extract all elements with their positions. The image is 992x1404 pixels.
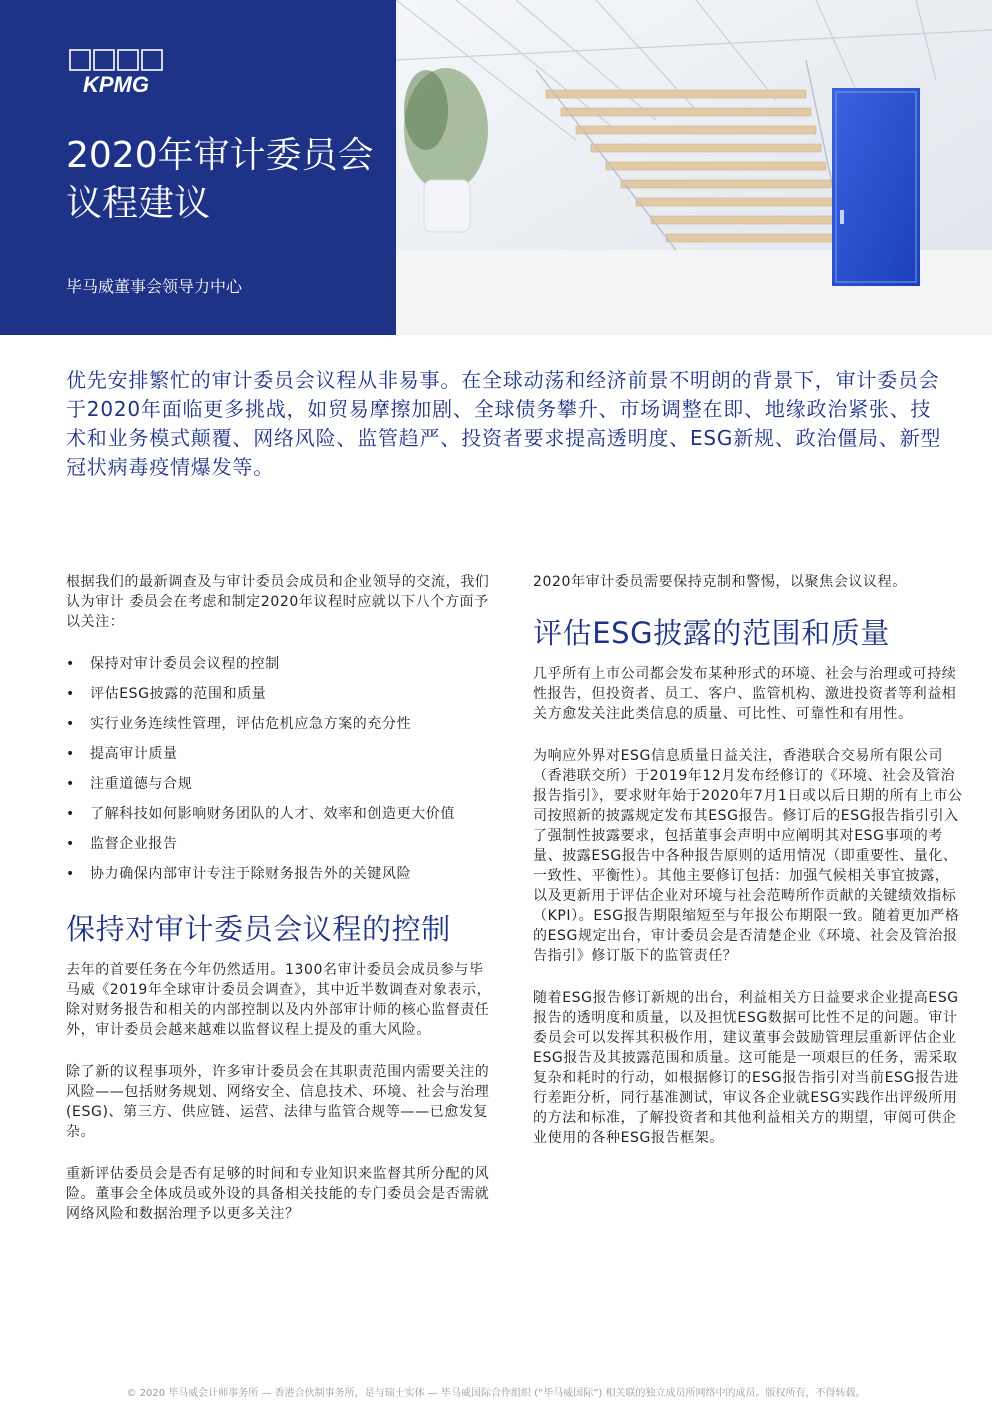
left-lead: 根据我们的最新调查及与审计委员会成员和企业领导的交流，我们认为审计 委员会在考虑和制定2020年议程时应就以下八个方面予以关注： [66, 574, 490, 630]
page-subtitle: 毕马威董事会领导力中心 [66, 277, 243, 296]
list-item: • 实行业务连续性管理，评估危机应急方案的充分性 [66, 714, 496, 734]
paragraph: 除了新的议程事项外，许多审计委员会在其职责范围内需要关注的风险——包括财务规划、网络安全、信息技术、环境、社会与治理(ESG)、第三方、供应链、运营、法律与监管合规等——已愈发复杂。 [66, 1064, 490, 1140]
copyright-footer: © 2020 毕马威会计师事务所 — 香港合伙制事务所，是与瑞士实体 — 毕马威国际合作组织 (“毕马威国际”) 相关联的独立成员所网络中的成员。版权所有，不得转载。 [126, 1388, 866, 1399]
list-item: • 监督企业报告 [66, 834, 496, 854]
list-item: • 了解科技如何影响财务团队的人才、效率和创造更大价值 [66, 804, 496, 824]
intro-paragraph: 优先安排繁忙的审计委员会议程从非易事。在全球动荡和经济前景不明朗的背景下，审计委员会于2020年面临更多挑战，如贸易摩擦加剧、全球债务攀升、市场调整在即、地缘政治紧张、技术和业务模式颠覆、网络风险、监管趋严、投资者要求提高透明度、ESG新规、政治僵局、新型冠状病毒疫情爆发等。 [66, 368, 942, 479]
page-title: 2020年审计委员会议程建议 [66, 135, 374, 224]
svg-text:KPMG: KPMG [83, 72, 149, 97]
staircase-illustration [396, 0, 992, 335]
right-lead: 2020年审计委员需要保持克制和警惕，以聚焦会议议程。 [533, 574, 907, 590]
paragraph: 几乎所有上市公司都会发布某种形式的环境、社会与治理或可持续性报告，但投资者、员工、客户、监管机构、激进投资者等利益相关方愈发关注此类信息的质量、可比性、可靠性和有用性。 [533, 666, 957, 722]
list-item: • 注重道德与合规 [66, 774, 496, 794]
hero-photo [396, 0, 992, 335]
left-column [66, 572, 496, 1246]
paragraph: 重新评估委员会是否有足够的时间和专业知识来监督其所分配的风险。董事会全体成员或外设的具备相关技能的专门委员会是否需就网络风险和数据治理予以更多关注？ [66, 1166, 490, 1222]
focus-list [66, 654, 496, 884]
section-heading-agenda: 保持对审计委员会议程的控制 [66, 912, 451, 946]
paragraph: 去年的首要任务在今年仍然适用。1300名审计委员会成员参与毕马威《2019年全球审计委员会调查》，其中近半数调查对象表示，除对财务报告和相关的内部控制以及内外部审计师的核心监督责任外，审计委员会越来越难以监督议程上提及的重大风险。 [66, 962, 492, 1038]
list-item: • 提高审计质量 [66, 744, 496, 764]
right-column [533, 572, 963, 1170]
list-item: • 评估ESG披露的范围和质量 [66, 684, 496, 704]
paragraph: 为响应外界对ESG信息质量日益关注，香港联合交易所有限公司（香港联交所）于2019年12月发布经修订的《环境、社会及管治报告指引》，要求财年始于2020年7月1日或以后日期的所有上市公司按照新的披露规定发布其ESG报告。修订后的ESG报告指引引入了强制性披露要求，包括董事会声明中应阐明其对ESG事项的考量、披露ESG报告中各种报告原则的适用情况（即重要性、量化、一致性、平衡性）。其他主要修订包括：加强气候相关事宜披露，以及更新用于评估企业对环境与社会范畴所作贡献的关键绩效指标（KPI）。ESG报告期限缩短至与年报公布期限一致。随着更加严格的ESG规定出台，审计委员会是否清楚企业《环境、社会及管治报告指引》修订版下的监管责任？ [533, 748, 963, 964]
list-item: • 协力确保内部审计专注于除财务报告外的关键风险 [66, 864, 496, 884]
kpmg-logo [66, 46, 170, 98]
paragraph: 随着ESG报告修订新规的出台，利益相关方日益要求企业提高ESG报告的透明度和质量，以及担忧ESG数据可比性不足的问题。审计委员会可以发挥其积极作用，建议董事会鼓励管理层重新评估企业ESG报告及其披露范围和质量。这可能是一项艰巨的任务，需采取复杂和耗时的行动，如根据修订的ESG报告指引对当前ESG报告进行差距分析，同行基准测试，审议各企业就ESG实践作出评级所用的方法和标准，了解投资者和其他利益相关方的期望，审阅可供企业使用的各种ESG报告框架。 [533, 990, 959, 1146]
hero-banner [0, 0, 992, 335]
list-item: • 保持对审计委员会议程的控制 [66, 654, 496, 674]
hero-blue-panel [0, 0, 396, 335]
section-heading-esg: 评估ESG披露的范围和质量 [533, 616, 891, 650]
